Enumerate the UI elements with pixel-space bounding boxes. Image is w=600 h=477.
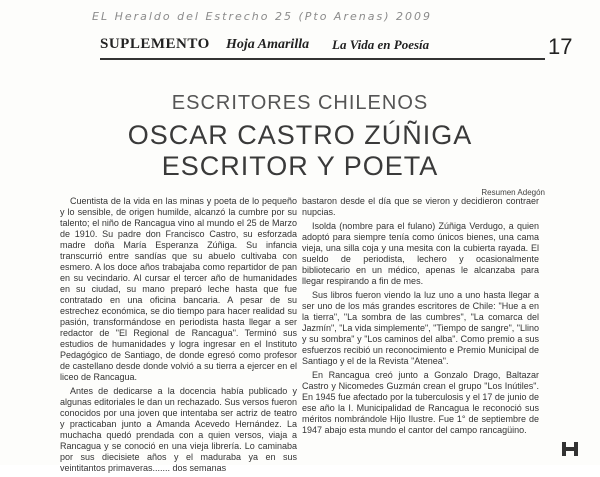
publisher-logo-icon [560,440,580,458]
paragraph: Sus libros fueron viendo la luz uno a uno hasta llegar a ser uno de los más grandes escritores de Chile: "Hue a en la tierra", "La sombra de las cumbres", "La comarca del Jazmín", "La vida simplemente", "Tiempo de sangre", "Llino y su sombra" y "Los caminos del alba". Como premio a sus esfuerzos recibió un reconocimiento e Premio Municipal de Santiago y el de la Revista "Atenea". [302,290,539,366]
article-title-line1: OSCAR CASTRO ZÚÑIGA [127,120,473,150]
paragraph: Isolda (nombre para el fulano) Zúñiga Verdugo, a quien adoptó para siempre tenía como únicos bienes, una cama vieja, una silla coja y una mesita con la cubierta rayada. El sueldo de periodista, lechero y ocasionalmente bibliotecario en un médico, apenas le alcanzaba para llegar respirando a fin de mes. [302,221,539,286]
paragraph: En Rancagua creó junto a Gonzalo Drago, Baltazar Castro y Nicomedes Guzmán crean el grupo "Los Inútiles". En 1945 fue afectado por la tuberculosis y el 17 de junio de ese año la I. Municipalidad de Rancagua le reconoció sus méritos nombrándole Hijo Ilustre. Fue 1° de septiembre de 1947 abajo esta mundo el cantor del campo rancagüino. [302,370,539,435]
paragraph: bastaron desde el día que se vieron y decidieron contraer nupcias. [302,196,539,217]
article-credit: Resumen Adegón [481,188,545,197]
article-title-line2: ESCRITOR Y POETA [161,151,439,181]
supplement-header [100,36,545,60]
paragraph: Cuentista de la vida en las minas y poeta de lo pequeño y lo sensible, de origen humilde, alcanzó la cumbre por su talento; el niño de Rancagua vino al mundo el 25 de Marzo de 1910. Su padre don Francisco Castro, su esforzada madre doña María Esperanza Zúñiga. Su infancia transcurrió entre sandías que su abuelo cultivaba con esmero. A los doce años trabajaba como repartidor de pan en su vecindario. Al cursar el tercer año de humanidades en su ciudad, su mano preparó leche hasta que fue contratado en una oficina bancaria. A pesar de su estrechez económica, se dio tiempo para hacer realidad su pasión, transformándose en periodista hasta llegar a ser redactor de "El Regional de Rancagua". Terminó sus estudios de humanidades y logra ingresar en el Instituto Pedagógico de Santiago, de donde egresó como profesor de castellano desde donde volvió a su tierra a ejercer en el liceo de Rancagua. [60,196,297,382]
supplement-title: Hoja Amarilla [226,37,310,52]
article-column-1 [60,196,297,477]
section-name: SUPLEMENTO [100,36,210,52]
article-kicker: ESCRITORES CHILENOS [171,92,429,114]
article-column-2 [302,196,539,439]
supplement-subtitle: La Vida en Poesía [332,37,430,52]
paragraph: Antes de dedicarse a la docencia había publicado y algunas editoriales le dan un rechazado. Sus versos fueron conocidos por una joven que intentaba ser actriz de teatro y practicaban junto a Amanda Acevedo Hernández. La muchacha quedó prendada con a quien versos, viaja a Rancagua y se conoció en una vieja librería. Lo caminaba por sus diecisiete años y el maduraba ya en sus veintitantos primaveras....... dos semanas [60,386,297,473]
page-number: 17 [548,34,573,59]
handwritten-note: EL Heraldo del Estrecho 25 (Pto Arenas) 2009 [92,10,432,23]
